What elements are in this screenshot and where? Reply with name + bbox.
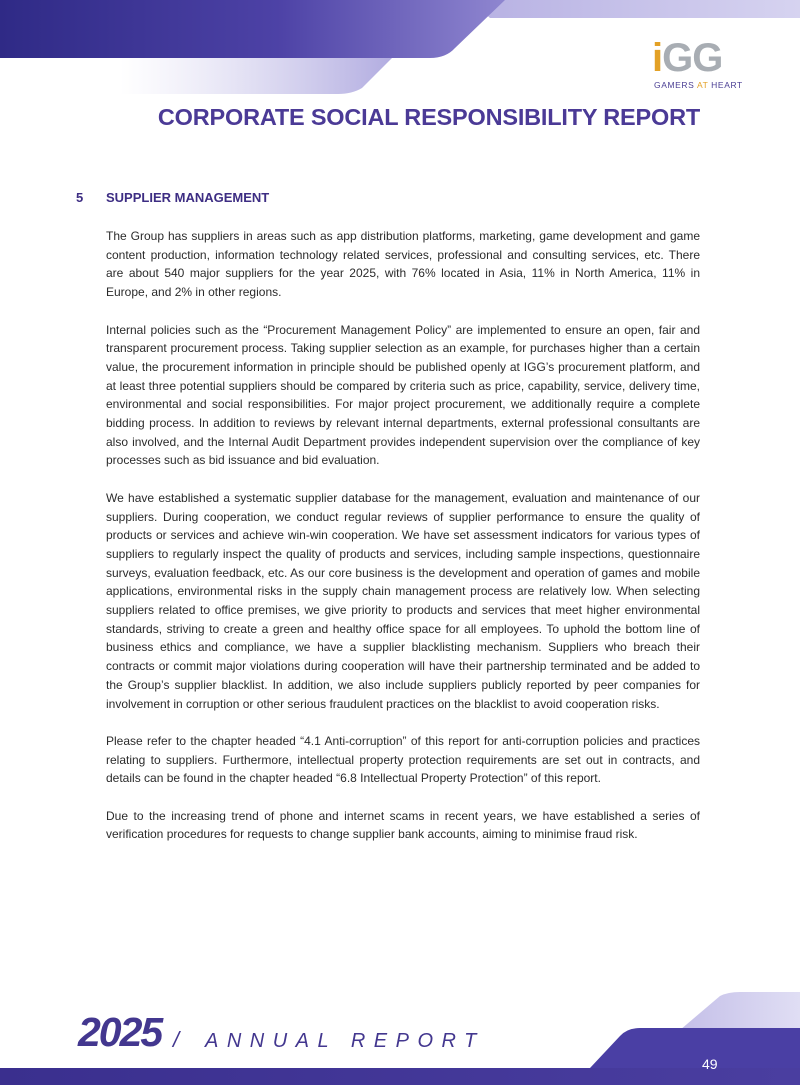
report-title: CORPORATE SOCIAL RESPONSIBILITY REPORT (157, 104, 700, 130)
section-title: SUPPLIER MANAGEMENT (106, 190, 270, 205)
top-fade-band (120, 58, 392, 94)
footer-annual-report-label: ANNUAL REPORT (205, 1030, 485, 1052)
body-content (106, 227, 700, 863)
tagline-part-3: HEART (708, 80, 743, 90)
bottom-light-wedge (680, 992, 800, 1030)
logo-letters-gg: GG (662, 36, 723, 80)
top-light-stripe (470, 0, 800, 18)
paragraph: The Group has suppliers in areas such as app distribution platforms, marketing, game development and game content production, information technology related services, professional and consulting services, etc. There are about 540 major suppliers for the year 2025, with 76% located in Asia, 11% in North America, 11% in Europe, and 2% in other regions. (106, 229, 700, 300)
section-heading (76, 190, 269, 205)
bottom-band (0, 1068, 800, 1085)
paragraph: Please refer to the chapter headed “4.1 Anti-corruption” of this report for anti-corruption policies and practices relating to suppliers. Furthermore, intellectual property protection requirements are set out in contracts, and details can be found in the chapter headed “6.8 Intellectual Property Protection” of this report. (106, 733, 700, 786)
logo-tagline (654, 80, 743, 90)
footer-year: 2025 (78, 1009, 162, 1055)
page-number: 49 (702, 1056, 718, 1072)
paragraph: Due to the increasing trend of phone and internet scams in recent years, we have established a series of verification procedures for requests to change supplier bank accounts, aiming to minimise fraud risk. (106, 808, 700, 842)
tagline-part-1: GAMERS (654, 80, 697, 90)
section-number: 5 (76, 190, 84, 205)
tagline-part-at: AT (696, 80, 709, 90)
paragraph: Internal policies such as the “Procurement Management Policy” are implemented to ensure an open, fair and transparent procurement process. Taking supplier selection as an example, for purchases higher than a certain value, the procurement information in principle should be published openly at IGG’s procurement platform, and at least three potential suppliers should be compared by criteria such as price, capability, service, delivery time, environmental and social responsibilities. For major project procurement, we additionally require a complete bidding process. In addition to reviews by relevant internal departments, external professional consultants are also involved, and the Internal Audit Department provides independent supervision over the compliance of key processes such as bid issuance and bid evaluation. (106, 322, 700, 468)
paragraph: We have established a systematic supplier database for the management, evaluation and maintenance of our suppliers. During cooperation, we conduct regular reviews of supplier performance to ensure the quality of products or services and achieve win-win cooperation. We have set assessment indicators for various types of suppliers to regularly inspect the quality of products and services, including sample inspections, questionnaire surveys, evaluation feedback, etc. As our core business is the development and operation of games and mobile applications, environmental risks in the supply chain management process are relatively low. When selecting suppliers related to office premises, we give priority to products and services that meet higher environmental standards, striving to create a green and healthy office space for all employees. To uphold the bottom line of business ethics and compliance, we have a supplier blacklisting mechanism. Suppliers who breach their contracts or commit major violations during cooperation will have their partnership terminated and be added to the Group’s supplier blacklist. In addition, we also include suppliers publicly reported by peer companies for involvement in corruption or other serious fraudulent practices on the blacklist to avoid cooperation risks. (106, 490, 700, 711)
footer-slash: / (173, 1027, 180, 1052)
logo-wordmark (652, 36, 722, 80)
top-dark-band (0, 0, 505, 58)
bottom-dark-wedge (590, 1028, 800, 1068)
logo-letter-i: i (652, 36, 663, 80)
igg-logo (652, 36, 748, 96)
